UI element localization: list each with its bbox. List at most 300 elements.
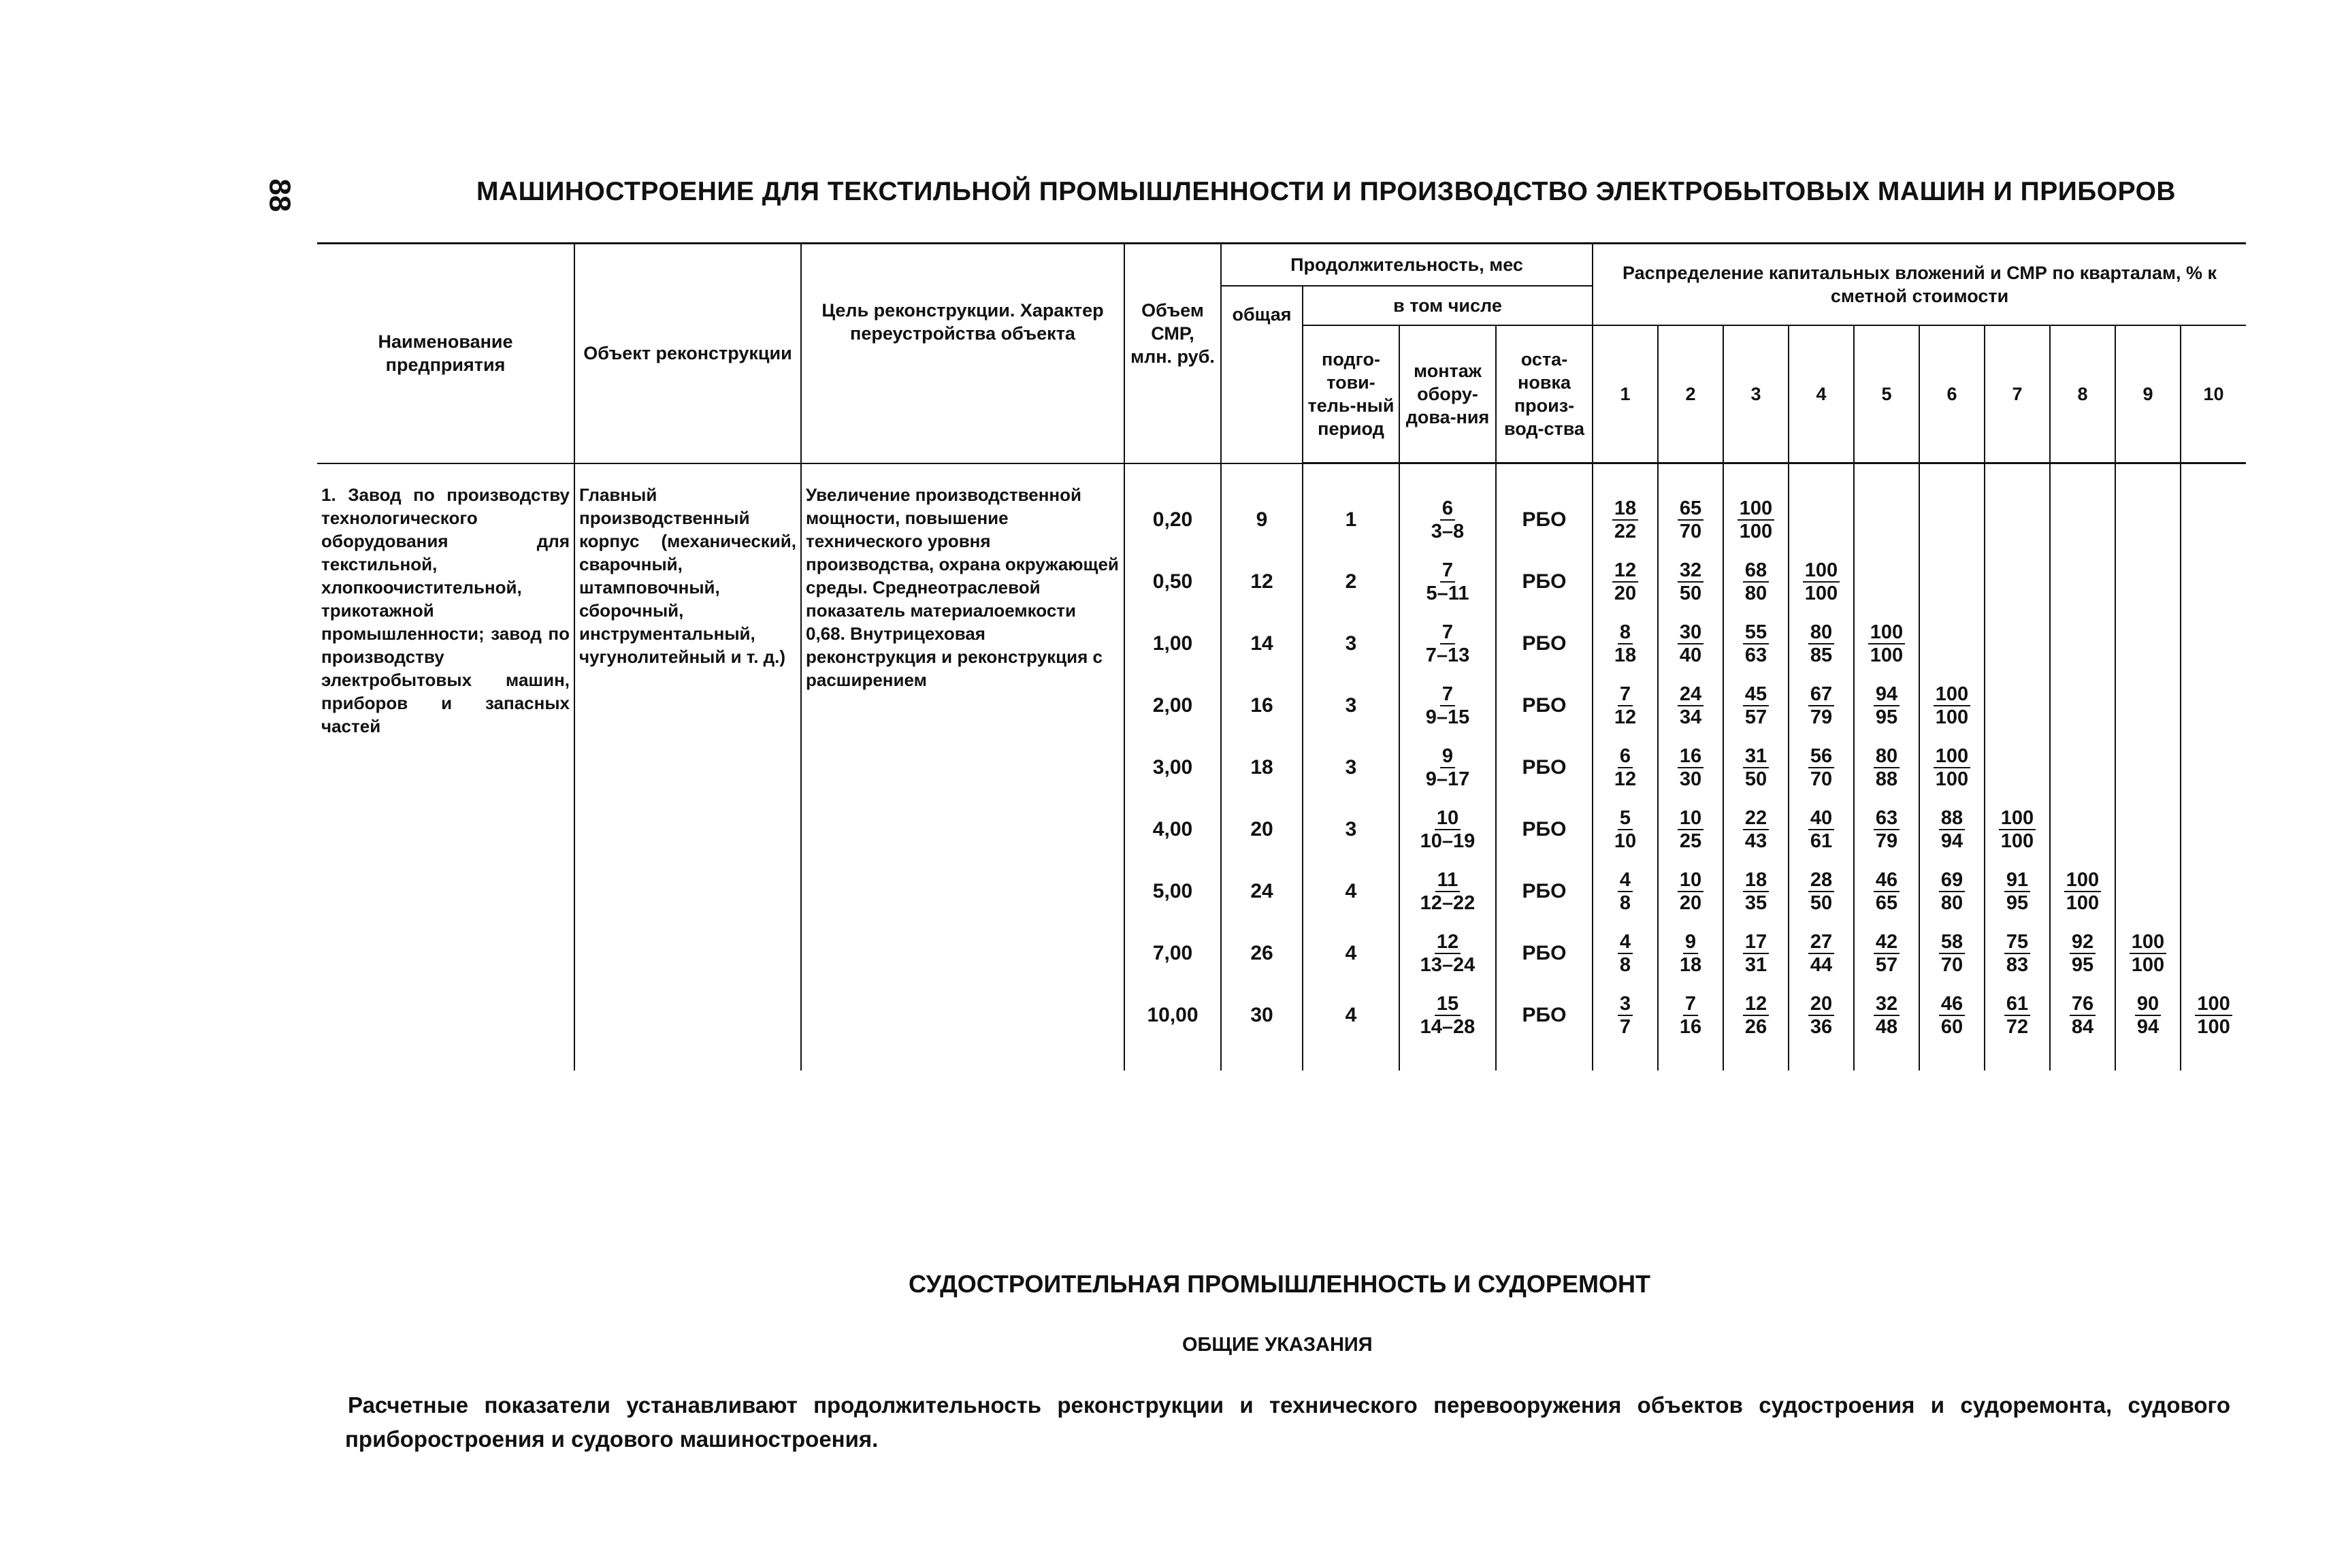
- fraction-denominator: 94: [1940, 830, 1963, 852]
- prep-period-cell: 4: [1303, 860, 1399, 922]
- header-stoppage: оста-новка произ-вод-ства: [1496, 325, 1593, 463]
- fraction-numerator: 100: [1934, 683, 1970, 706]
- fraction-denominator: 35: [1744, 892, 1767, 914]
- fraction: [1808, 807, 1834, 852]
- header-quarter: 7: [1985, 325, 2050, 463]
- fraction-denominator: 100: [2131, 954, 2165, 976]
- fraction-denominator: 36: [1810, 1016, 1833, 1038]
- fraction: [1612, 559, 1638, 604]
- header-enterprise: Наименование предприятия: [317, 244, 574, 463]
- mounting-cell: [1399, 922, 1496, 984]
- fraction: [1808, 683, 1834, 728]
- fraction-denominator: 14–28: [1420, 1016, 1476, 1038]
- fraction-numerator: 3: [1618, 993, 1633, 1016]
- header-purpose: Цель реконструкции. Характер переустройства объекта: [801, 244, 1124, 463]
- fraction: [1678, 683, 1704, 728]
- fraction-denominator: 10–19: [1420, 830, 1476, 852]
- fraction-numerator: 7: [1440, 683, 1455, 706]
- fraction: [1420, 993, 1476, 1038]
- header-quarter: 2: [1658, 325, 1723, 463]
- quarter-cell: [1919, 922, 1985, 984]
- fraction-numerator: 55: [1743, 621, 1769, 644]
- fraction-numerator: 16: [1678, 745, 1704, 768]
- fraction: [1678, 745, 1704, 790]
- mounting-cell: [1399, 551, 1496, 612]
- quarter-cell: [1985, 860, 2050, 922]
- fraction-denominator: 88: [1875, 768, 1898, 790]
- fraction-denominator: 8: [1619, 892, 1631, 914]
- quarter-cell: [1658, 551, 1723, 612]
- fraction-denominator: 84: [2071, 1016, 2094, 1038]
- fraction-denominator: 61: [1810, 830, 1833, 852]
- fraction-denominator: 57: [1744, 706, 1767, 728]
- fraction: [1618, 931, 1633, 976]
- total-duration-cell: 16: [1221, 674, 1303, 736]
- fraction-numerator: 20: [1808, 993, 1834, 1016]
- quarter-cell: [2050, 984, 2115, 1046]
- fraction-denominator: 95: [1875, 706, 1898, 728]
- header-quarter: 1: [1593, 325, 1658, 463]
- quarter-cell: [1789, 736, 1854, 798]
- fraction-numerator: 45: [1743, 683, 1769, 706]
- quarter-cell: [1789, 922, 1854, 984]
- fraction-denominator: 72: [2006, 1016, 2029, 1038]
- fraction-numerator: 80: [1808, 621, 1834, 644]
- fraction-numerator: 100: [1934, 745, 1970, 768]
- fraction-denominator: 9–17: [1425, 768, 1470, 790]
- fraction-denominator: 100: [1739, 521, 1773, 542]
- volume-cell: 2,00: [1124, 674, 1221, 736]
- quarter-cell: [1593, 612, 1658, 674]
- total-duration-cell: 20: [1221, 798, 1303, 860]
- fraction: [1743, 683, 1769, 728]
- quarter-cell: [1919, 860, 1985, 922]
- quarter-cell: [1658, 984, 1723, 1046]
- enterprise-cell: 1. Завод по производству технологического оборудования для текстильной, хлопкоочистительной, трикотажной промышленности; завод по производству электробытовых машин, приборов и запасных частей: [317, 463, 574, 1071]
- quarter-cell: [1985, 922, 2050, 984]
- quarter-cell-empty: [2181, 674, 2246, 736]
- header-quarter: 6: [1919, 325, 1985, 463]
- quarter-cell-empty: [1985, 674, 2050, 736]
- quarter-cell: [1593, 860, 1658, 922]
- mounting-cell: [1399, 860, 1496, 922]
- fraction: [1939, 869, 1965, 914]
- fraction: [1934, 683, 1970, 728]
- fraction-denominator: 85: [1810, 644, 1833, 666]
- quarter-cell: [1658, 922, 1723, 984]
- quarter-cell: [1919, 674, 1985, 736]
- quarter-cell-empty: [2115, 612, 2181, 674]
- fraction-numerator: 12: [1435, 931, 1461, 954]
- fraction-denominator: 63: [1744, 644, 1767, 666]
- fraction-denominator: 12: [1614, 706, 1637, 728]
- quarter-cell: [1854, 922, 1919, 984]
- quarter-cell-empty: [2050, 674, 2115, 736]
- fraction-denominator: 7–13: [1425, 644, 1470, 666]
- quarter-cell-empty: [2181, 922, 2246, 984]
- fraction-denominator: 100: [2066, 892, 2100, 914]
- fraction: [1808, 931, 1834, 976]
- prep-period-cell: 3: [1303, 674, 1399, 736]
- fraction-numerator: 46: [1939, 993, 1965, 1016]
- fraction-numerator: 90: [2135, 993, 2161, 1016]
- page-number: 88: [263, 178, 297, 212]
- fraction: [2135, 993, 2161, 1038]
- quarter-cell: [1593, 984, 1658, 1046]
- fraction: [1868, 621, 1905, 666]
- fraction-denominator: 95: [2006, 892, 2029, 914]
- fraction: [1743, 559, 1769, 604]
- section-title: СУДОСТРОИТЕЛЬНАЯ ПРОМЫШЛЕННОСТЬ И СУДОРЕМОНТ: [909, 1270, 1650, 1298]
- fraction-denominator: 79: [1810, 706, 1833, 728]
- quarter-cell: [1789, 674, 1854, 736]
- fraction-numerator: 28: [1808, 869, 1834, 892]
- fraction: [1743, 621, 1769, 666]
- fraction-denominator: 100: [1870, 644, 1904, 666]
- header-volume: Объем СМР, млн. руб.: [1124, 244, 1221, 463]
- total-duration-cell: 26: [1221, 922, 1303, 984]
- fraction-numerator: 9: [1440, 745, 1455, 768]
- fraction: [1614, 683, 1636, 728]
- header-distribution: Распределение капитальных вложений и СМР по кварталам, % к сметной стоимости: [1593, 244, 2246, 326]
- fraction-numerator: 8: [1618, 621, 1633, 644]
- quarter-cell: [2115, 922, 2181, 984]
- quarter-cell: [1658, 860, 1723, 922]
- fraction-denominator: 40: [1679, 644, 1702, 666]
- quarter-cell: [1854, 612, 1919, 674]
- fraction-numerator: 4: [1618, 931, 1633, 954]
- fraction: [1939, 993, 1965, 1038]
- fraction-denominator: 70: [1940, 954, 1963, 976]
- fraction-numerator: 12: [1743, 993, 1769, 1016]
- fraction: [1808, 621, 1834, 666]
- quarter-cell: [1723, 984, 1789, 1046]
- fraction: [1999, 807, 2036, 852]
- fraction: [1426, 621, 1470, 666]
- fraction-numerator: 27: [1808, 931, 1834, 954]
- fraction-denominator: 94: [2136, 1016, 2159, 1038]
- fraction-numerator: 15: [1435, 993, 1461, 1016]
- fraction-denominator: 25: [1679, 830, 1702, 852]
- fraction-denominator: 9–15: [1425, 706, 1470, 728]
- fraction: [1808, 745, 1834, 790]
- fraction-numerator: 7: [1683, 993, 1698, 1016]
- quarter-cell-empty: [1919, 551, 1985, 612]
- running-title: МАШИНОСТРОЕНИЕ ДЛЯ ТЕКСТИЛЬНОЙ ПРОМЫШЛЕННОСТИ И ПРОИЗВОДСТВО ЭЛЕКТРОБЫТОВЫХ МАШИН И ПРИБОРОВ: [476, 177, 2177, 206]
- fraction: [1743, 931, 1769, 976]
- mounting-cell: [1399, 612, 1496, 674]
- fraction-denominator: 26: [1744, 1016, 1767, 1038]
- quarter-cell: [1919, 798, 1985, 860]
- fraction: [1808, 869, 1834, 914]
- fraction: [1431, 497, 1464, 542]
- fraction: [1614, 621, 1636, 666]
- quarter-cell: [1789, 798, 1854, 860]
- quarter-cell: [1854, 860, 1919, 922]
- fraction-numerator: 9: [1683, 931, 1698, 954]
- fraction-numerator: 11: [1435, 869, 1461, 892]
- fraction-numerator: 67: [1808, 683, 1834, 706]
- quarter-cell: [1854, 674, 1919, 736]
- fraction-numerator: 40: [1808, 807, 1834, 830]
- fraction-denominator: 80: [1940, 892, 1963, 914]
- fraction-denominator: 100: [1804, 583, 1838, 604]
- fraction: [1680, 993, 1701, 1038]
- fraction-denominator: 57: [1875, 954, 1898, 976]
- stoppage-cell: РБО: [1496, 984, 1593, 1046]
- fraction-numerator: 32: [1874, 993, 1900, 1016]
- fraction-denominator: 7: [1619, 1016, 1631, 1038]
- fraction: [1738, 497, 1774, 542]
- volume-cell: 1,00: [1124, 612, 1221, 674]
- volume-cell: 0,50: [1124, 551, 1221, 612]
- fraction-numerator: 12: [1612, 559, 1638, 583]
- fraction: [2070, 931, 2096, 976]
- fraction: [2130, 931, 2166, 976]
- quarter-cell: [1985, 984, 2050, 1046]
- prep-period-cell: 3: [1303, 736, 1399, 798]
- quarter-cell: [1789, 612, 1854, 674]
- mounting-cell: [1399, 984, 1496, 1046]
- fraction-denominator: 16: [1679, 1016, 1702, 1038]
- fraction: [1678, 559, 1704, 604]
- volume-cell: 3,00: [1124, 736, 1221, 798]
- fraction-numerator: 31: [1743, 745, 1769, 768]
- fraction-numerator: 94: [1874, 683, 1900, 706]
- fraction-numerator: 100: [1999, 807, 2036, 830]
- fraction-numerator: 80: [1874, 745, 1900, 768]
- total-duration-cell: 12: [1221, 551, 1303, 612]
- quarter-cell: [2050, 922, 2115, 984]
- fraction-denominator: 70: [1810, 768, 1833, 790]
- quarter-cell: [1723, 860, 1789, 922]
- fraction-denominator: 8: [1619, 954, 1631, 976]
- fraction: [1808, 993, 1834, 1038]
- fraction: [1420, 807, 1476, 852]
- mounting-cell: [1399, 489, 1496, 551]
- quarter-cell-empty: [2050, 798, 2115, 860]
- fraction-denominator: 83: [2006, 954, 2029, 976]
- fraction-numerator: 24: [1678, 683, 1704, 706]
- fraction-numerator: 100: [2064, 869, 2101, 892]
- fraction-numerator: 100: [1803, 559, 1840, 583]
- object-cell: Главный производственный корпус (механический, сварочный, штамповочный, сборочный, инструментальный, чугунолитейный и т. д.): [574, 463, 801, 1071]
- quarter-cell-empty: [1919, 612, 1985, 674]
- quarter-cell: [1723, 736, 1789, 798]
- stoppage-cell: РБО: [1496, 489, 1593, 551]
- quarter-cell: [2115, 984, 2181, 1046]
- fraction: [1874, 745, 1900, 790]
- quarter-cell: [1854, 798, 1919, 860]
- volume-cell: 7,00: [1124, 922, 1221, 984]
- fraction-numerator: 7: [1618, 683, 1633, 706]
- volume-cell: 10,00: [1124, 984, 1221, 1046]
- total-duration-cell: 9: [1221, 489, 1303, 551]
- fraction-denominator: 70: [1679, 521, 1702, 542]
- volume-cell: 0,20: [1124, 489, 1221, 551]
- fraction: [2070, 993, 2096, 1038]
- prep-period-cell: 1: [1303, 489, 1399, 551]
- fraction-denominator: 48: [1875, 1016, 1898, 1038]
- fraction-denominator: 34: [1679, 706, 1702, 728]
- total-duration-cell: 30: [1221, 984, 1303, 1046]
- stoppage-cell: РБО: [1496, 551, 1593, 612]
- fraction-numerator: 18: [1743, 869, 1769, 892]
- fraction: [1614, 807, 1636, 852]
- quarter-cell-empty: [2115, 551, 2181, 612]
- stoppage-cell: РБО: [1496, 798, 1593, 860]
- fraction-denominator: 3–8: [1431, 521, 1465, 542]
- quarter-cell-empty: [2181, 798, 2246, 860]
- header-quarter: 4: [1789, 325, 1854, 463]
- fraction-numerator: 69: [1939, 869, 1965, 892]
- quarter-cell-empty: [2050, 736, 2115, 798]
- fraction-denominator: 18: [1679, 954, 1702, 976]
- fraction-denominator: 65: [1875, 892, 1898, 914]
- quarter-cell-empty: [2181, 860, 2246, 922]
- fraction-numerator: 4: [1618, 869, 1633, 892]
- fraction-numerator: 7: [1440, 621, 1455, 644]
- quarter-cell: [1789, 984, 1854, 1046]
- fraction-denominator: 95: [2071, 954, 2094, 976]
- quarter-cell: [1593, 798, 1658, 860]
- quarter-cell-empty: [2115, 860, 2181, 922]
- fraction-denominator: 30: [1679, 768, 1702, 790]
- quarter-cell: [1593, 489, 1658, 551]
- fraction: [2004, 993, 2030, 1038]
- quarter-cell-empty: [1854, 489, 1919, 551]
- quarter-cell: [2050, 860, 2115, 922]
- total-duration-cell: 24: [1221, 860, 1303, 922]
- fraction: [1420, 869, 1476, 914]
- quarter-cell: [1593, 674, 1658, 736]
- quarter-cell: [1919, 736, 1985, 798]
- quarter-cell-empty: [1985, 612, 2050, 674]
- quarter-cell-empty: [2115, 798, 2181, 860]
- fraction-denominator: 12: [1614, 768, 1637, 790]
- fraction-denominator: 60: [1940, 1016, 1963, 1038]
- stoppage-cell: РБО: [1496, 860, 1593, 922]
- quarter-cell: [1658, 489, 1723, 551]
- fraction-numerator: 100: [2195, 993, 2232, 1016]
- prep-period-cell: 4: [1303, 922, 1399, 984]
- fraction-denominator: 50: [1744, 768, 1767, 790]
- header-quarter: 8: [2050, 325, 2115, 463]
- fraction-numerator: 32: [1678, 559, 1704, 583]
- fraction-numerator: 6: [1618, 745, 1633, 768]
- fraction: [1874, 807, 1900, 852]
- quarter-cell-empty: [2115, 736, 2181, 798]
- fraction-denominator: 18: [1614, 644, 1637, 666]
- fraction-numerator: 46: [1874, 869, 1900, 892]
- fraction-denominator: 31: [1744, 954, 1767, 976]
- fraction-numerator: 56: [1808, 745, 1834, 768]
- fraction-numerator: 42: [1874, 931, 1900, 954]
- header-mounting: монтаж обору-дова-ния: [1399, 325, 1496, 463]
- quarter-cell-empty: [1985, 736, 2050, 798]
- quarter-cell: [1723, 489, 1789, 551]
- quarter-cell-empty: [1985, 551, 2050, 612]
- stoppage-cell: РБО: [1496, 612, 1593, 674]
- header-quarter: 5: [1854, 325, 1919, 463]
- quarter-cell: [2181, 984, 2246, 1046]
- fraction-numerator: 100: [1868, 621, 1905, 644]
- fraction: [1426, 683, 1470, 728]
- fraction: [1420, 931, 1476, 976]
- fraction: [1612, 497, 1638, 542]
- fraction-numerator: 7: [1440, 559, 1455, 583]
- fraction: [1743, 869, 1769, 914]
- fraction-numerator: 10: [1678, 869, 1704, 892]
- quarter-cell: [1789, 860, 1854, 922]
- quarter-cell: [1593, 922, 1658, 984]
- fraction: [1678, 497, 1704, 542]
- fraction-numerator: 63: [1874, 807, 1900, 830]
- fraction-denominator: 44: [1810, 954, 1833, 976]
- fraction: [1680, 931, 1701, 976]
- fraction-numerator: 6: [1440, 497, 1455, 521]
- fraction-denominator: 100: [2000, 830, 2034, 852]
- fraction-denominator: 100: [2197, 1016, 2230, 1038]
- stoppage-cell: РБО: [1496, 736, 1593, 798]
- quarter-cell-empty: [2181, 736, 2246, 798]
- quarter-cell-empty: [2115, 489, 2181, 551]
- fraction: [1743, 745, 1769, 790]
- volume-cell: 4,00: [1124, 798, 1221, 860]
- fraction-numerator: 76: [2070, 993, 2096, 1016]
- prep-period-cell: 4: [1303, 984, 1399, 1046]
- fraction-numerator: 18: [1612, 497, 1638, 521]
- fraction-numerator: 92: [2070, 931, 2096, 954]
- quarter-cell-empty: [1985, 489, 2050, 551]
- fraction: [1874, 869, 1900, 914]
- fraction-denominator: 22: [1614, 521, 1637, 542]
- section-subtitle: ОБЩИЕ УКАЗАНИЯ: [1182, 1334, 1373, 1356]
- header-prep: подго-тови-тель-ный период: [1303, 325, 1399, 463]
- quarter-cell-empty: [1854, 551, 1919, 612]
- fraction: [1618, 869, 1633, 914]
- mounting-cell: [1399, 798, 1496, 860]
- prep-period-cell: 3: [1303, 798, 1399, 860]
- fraction-denominator: 80: [1744, 583, 1767, 604]
- fraction-numerator: 65: [1678, 497, 1704, 521]
- fraction-numerator: 100: [2130, 931, 2166, 954]
- fraction-numerator: 68: [1743, 559, 1769, 583]
- quarter-cell: [1854, 736, 1919, 798]
- fraction: [1803, 559, 1840, 604]
- header-quarter: 10: [2181, 325, 2246, 463]
- quarter-cell-empty: [2181, 612, 2246, 674]
- quarter-cell: [1593, 736, 1658, 798]
- fraction-denominator: 5–11: [1426, 583, 1469, 604]
- header-total: общая: [1221, 286, 1303, 463]
- quarter-cell-empty: [2050, 551, 2115, 612]
- fraction-denominator: 12–22: [1420, 892, 1476, 914]
- volume-cell: 5,00: [1124, 860, 1221, 922]
- fraction: [1939, 931, 1965, 976]
- section-body: Расчетные показатели устанавливают продолжительность реконструкции и технического перевооружения объектов судостроения и судоремонта, судового приборостроения и судового машиностроения.: [345, 1392, 2230, 1452]
- quarter-cell-empty: [2050, 612, 2115, 674]
- fraction: [1743, 807, 1769, 852]
- quarter-cell: [1985, 798, 2050, 860]
- fraction-denominator: 79: [1875, 830, 1898, 852]
- reconstruction-table: [317, 242, 2246, 1071]
- quarter-cell-empty: [1919, 489, 1985, 551]
- quarter-cell: [1658, 674, 1723, 736]
- fraction: [1678, 621, 1704, 666]
- quarter-cell: [1658, 612, 1723, 674]
- quarter-cell: [1593, 551, 1658, 612]
